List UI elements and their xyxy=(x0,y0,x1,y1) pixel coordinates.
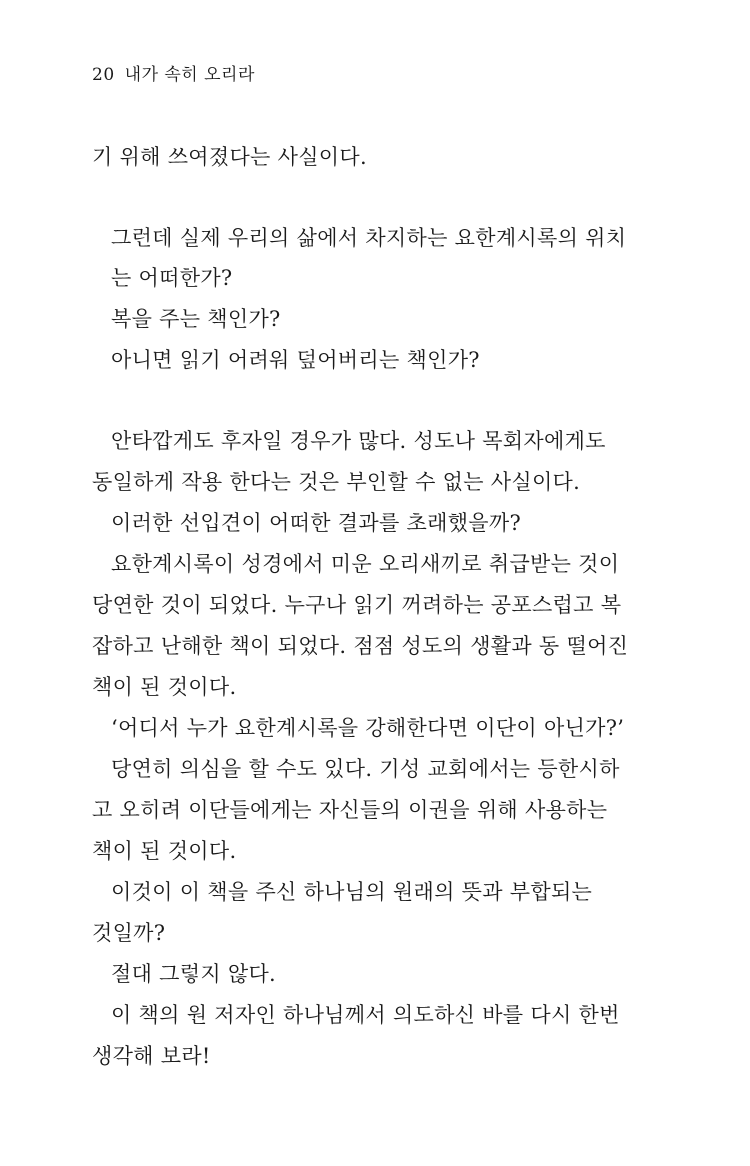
page-number: 20 xyxy=(92,65,115,85)
text-line: 이것이 이 책을 주신 하나님의 원래의 뜻과 부합되는 xyxy=(111,880,593,904)
running-head xyxy=(92,60,255,85)
text-line: ‘어디서 누가 요한계시록을 강해한다면 이단이 아닌가?’ xyxy=(111,716,625,740)
text-line: 아니면 읽기 어려워 덮어버리는 책인가? xyxy=(111,348,480,372)
text-line: 고 오히려 이단들에게는 자신들의 이권을 위해 사용하는 xyxy=(92,798,608,822)
text-line: 책이 된 것이다. xyxy=(92,675,237,699)
text-line: 이 책의 원 저자인 하나님께서 의도하신 바를 다시 한번 xyxy=(111,1003,620,1027)
text-line: 이러한 선입견이 어떠한 결과를 초래했을까? xyxy=(111,511,522,535)
book-title: 내가 속히 오리라 xyxy=(124,65,255,85)
text-line: 잡하고 난해한 책이 되었다. 점점 성도의 생활과 동 떨어진 xyxy=(92,634,629,658)
text-line: 동일하게 작용 한다는 것은 부인할 수 없는 사실이다. xyxy=(92,470,581,494)
text-line: 는 어떠한가? xyxy=(111,266,233,290)
text-line: 것일까? xyxy=(92,921,166,945)
text-line: 요한계시록이 성경에서 미운 오리새끼로 취급받는 것이 xyxy=(111,552,620,576)
text-line: 생각해 보라! xyxy=(92,1044,211,1068)
text-line: 책이 된 것이다. xyxy=(92,839,237,863)
text-line: 당연한 것이 되었다. 누구나 읽기 꺼려하는 공포스럽고 복 xyxy=(92,593,622,617)
text-line: 그런데 실제 우리의 삶에서 차지하는 요한계시록의 위치 xyxy=(111,226,627,250)
text-line: 절대 그렇지 않다. xyxy=(111,962,277,986)
text-line: 안타깝게도 후자일 경우가 많다. 성도나 목회자에게도 xyxy=(111,429,606,453)
text-line: 당연히 의심을 할 수도 있다. 기성 교회에서는 등한시하 xyxy=(111,757,620,781)
text-line: 기 위해 쓰여졌다는 사실이다. xyxy=(92,145,367,169)
text-line: 복을 주는 책인가? xyxy=(111,307,281,331)
